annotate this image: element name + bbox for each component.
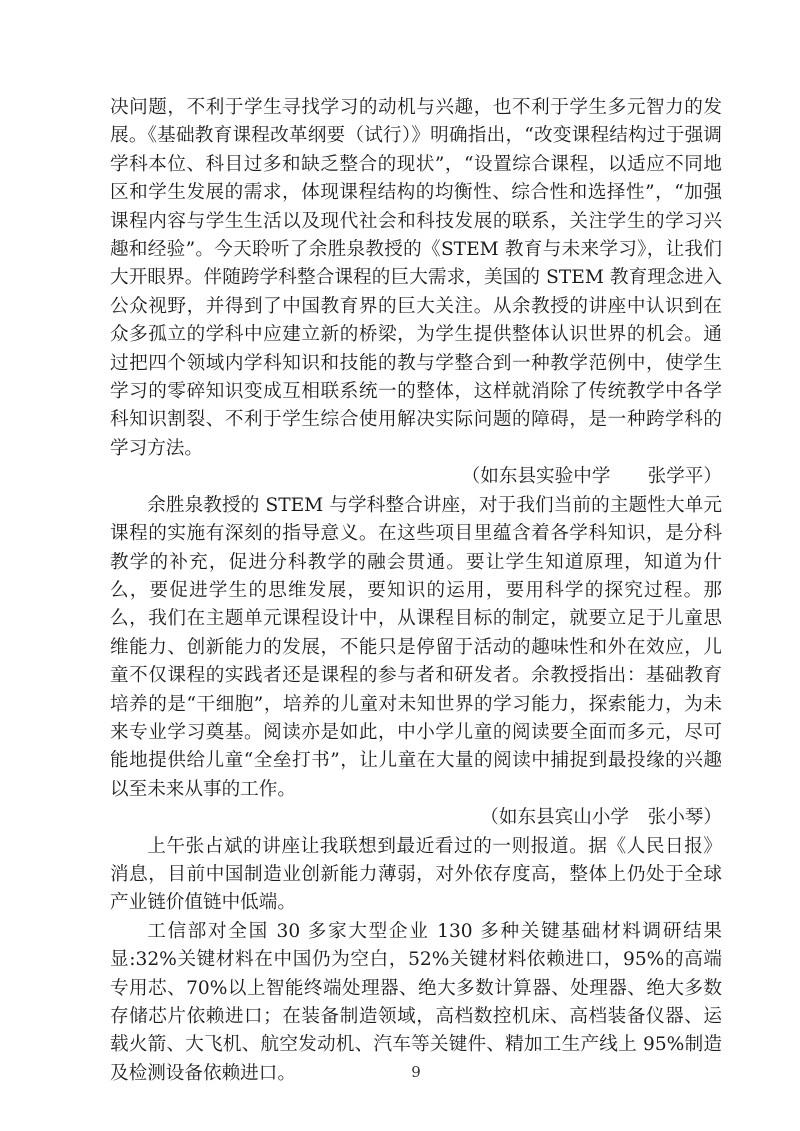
paragraph-news-report: 上午张占斌的讲座让我联想到最近看过的一则报道。据《人民日报》消息，目前中国制造业创新能力薄弱，对外依存度高，整体上仍处于全球产业链价值链中低端。: [110, 835, 722, 914]
paragraph-stem-lecture-reflection: 余胜泉教授的 STEM 与学科整合讲座，对于我们当前的主题性大单元课程的实施有深刻的指导意义。在这些项目里蕴含着各学科知识，是分科教学的补充，促进分科教学的融会贯通。要让学生知道原理，知道为什么，要促进学生的思维发展，要知识的运用，要用科学的探究过程。那么，我们在主题单元课程设计中，从课程目标的制定，就要立足于儿童思维能力、创新能力的发展，不能只是停留于活动的趣味性和外在效应，儿童不仅课程的实践者还是课程的参与者和研发者。余教授指出：基础教育培养的是“干细胞”，培养的儿童对未知世界的学习能力，探索能力，为未来专业学习奠基。阅读亦是如此，中小学儿童的阅读要全面而多元，尽可能地提供给儿童“全垒打书”，让儿童在大量的阅读中捕捉到最投缘的兴趣以至未来从事的工作。: [110, 494, 722, 800]
attribution-line-1: （如东县实验中学 张学平）: [461, 466, 722, 488]
paragraph-continuation: 决问题，不利于学生寻找学习的动机与兴趣，也不利于学生多元智力的发展。《基础教育课程改革纲要（试行）》明确指出，“改变课程结构过于强调学科本位、科目过多和缺乏整合的现状”，“设置综合课程，以适应不同地区和学生发展的需求，体现课程结构的均衡性、综合性和选择性”，“加强课程内容与学生生活以及现代社会和科技发展的联系，关注学生的学习兴趣和经验”。今天聆听了余胜泉教授的《STEM 教育与未来学习》，让我们大开眼界。伴随跨学科整合课程的巨大需求，美国的 STEM 教育理念进入公众视野，并得到了中国教育界的巨大关注。从余教授的讲座中认识到在众多孤立的学科中应建立新的桥梁，为学生提供整体认识世界的机会。通过把四个领域内学科知识和技能的教与学整合到一种教学范例中，使学生学习的零碎知识变成互相联系统一的整体，这样就消除了传统教学中各学科知识割裂、不利于学生综合使用解决实际问题的障碍，是一种跨学科的学习方法。: [110, 97, 722, 459]
body-text-column: [110, 94, 722, 1088]
attribution-line-2: （如东县宾山小学 张小琴）: [480, 807, 722, 829]
page-number: 9: [411, 1063, 421, 1081]
paragraph-miit-survey: 工信部对全国 30 多家大型企业 130 多种关键基础材料调研结果显:32%关键材料在中国仍为空白，52%关键材料依赖进口，95%的高端专用芯、70%以上智能终端处理器、绝大多数计算器、处理器、绝大多数存储芯片依赖进口；在装备制造领域，高档数控机床、高档装备仪器、运载火箭、大飞机、航空发动机、汽车等关键件、精加工生产线上 95%制造及检测设备依赖进口。: [110, 920, 722, 1084]
